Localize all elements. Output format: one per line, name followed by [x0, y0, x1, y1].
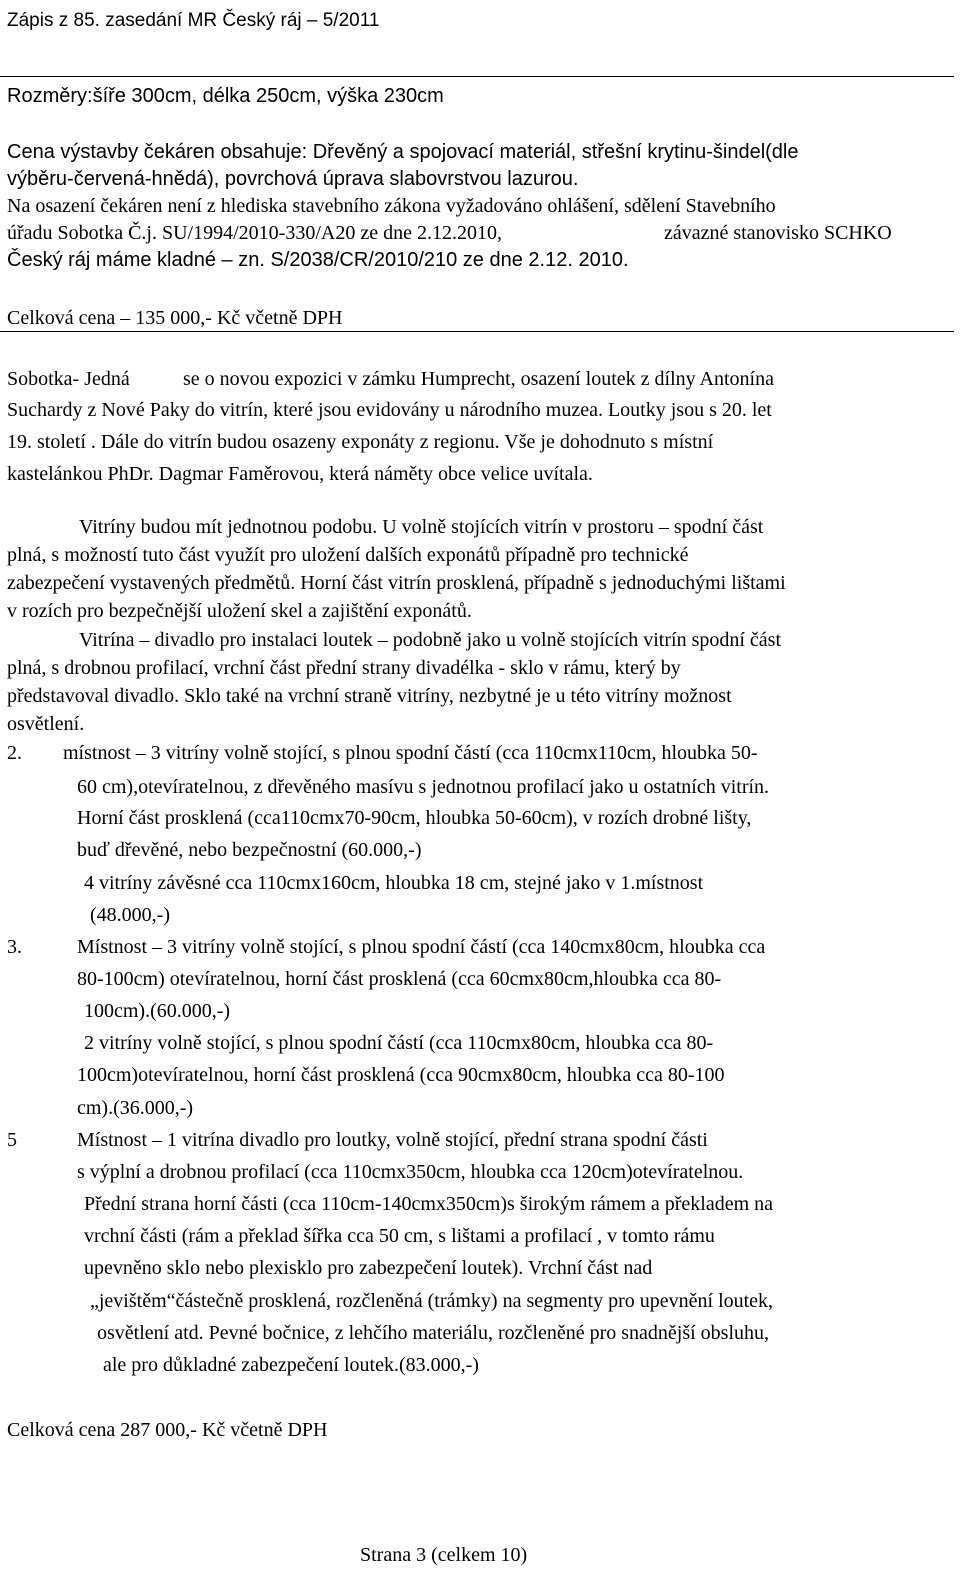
- note-line-1: Na osazení čekáren není z hlediska stavebního zákona vyžadováno ohlášení, sdělení Stavebního: [7, 195, 776, 217]
- section1-total: Celková cena – 135 000,- Kč včetně DPH: [7, 307, 343, 329]
- section2-total: Celková cena 287 000,- Kč včetně DPH: [7, 1419, 328, 1441]
- item-5-number: 5: [7, 1129, 17, 1151]
- cost-line-2: výběru-červená-hnědá), povrchová úprava slabovrstvou lazurou.: [7, 168, 579, 190]
- section-rule: [0, 331, 954, 332]
- item-2-line-1: místnost – 3 vitríny volně stojící, s plnou spodní částí (cca 110cmx110cm, hloubka 50-: [63, 742, 758, 764]
- note-line-3: Český ráj máme kladné – zn. S/2038/CR/2010/210 ze dne 2.12. 2010.: [7, 249, 629, 271]
- item-3-line-6: cm).(36.000,-): [77, 1097, 194, 1119]
- item-5-line-4: vrchní části (rám a překlad šířka cca 50 cm, s lištami a profilací , v tomto rámu: [84, 1225, 715, 1247]
- header-rule: [0, 76, 954, 77]
- page-number: Strana 3 (celkem 10): [360, 1544, 528, 1566]
- p3-line-1: Vitrína – divadlo pro instalaci loutek – podobně jako u volně stojících vitrín spodní část: [79, 629, 782, 651]
- item-5-line-7: osvětlení atd. Pevné bočnice, z lehčího materiálu, rozčleněné pro snadnější obsluhu,: [97, 1322, 770, 1344]
- p1-line-3: 19. století . Dále do vitrín budou osazeny exponáty z regionu. Vše je dohodnuto s místní: [7, 431, 714, 453]
- dimensions-line: Rozměry:šíře 300cm, délka 250cm, výška 230cm: [7, 85, 444, 107]
- p2-line-1: Vitríny budou mít jednotnou podobu. U volně stojících vitrín v prostoru – spodní část: [79, 516, 764, 538]
- item-5-line-2: s výplní a drobnou profilací (cca 110cmx350cm, hloubka cca 120cm)otevíratelnou.: [77, 1161, 744, 1183]
- page-header-title: Zápis z 85. zasedání MR Český ráj – 5/2011: [7, 10, 380, 31]
- p1-line-1b: se o novou expozici v zámku Humprecht, osazení loutek z dílny Antonína: [183, 368, 774, 390]
- item-3-line-4: 2 vitríny volně stojící, s plnou spodní částí (cca 110cmx80cm, hloubka cca 80-: [84, 1032, 714, 1054]
- item-2-line-6: (48.000,-): [90, 904, 170, 926]
- item-5-line-6: „jevištěm“částečně prosklená, rozčleněná (trámky) na segmenty pro upevnění loutek,: [90, 1290, 774, 1312]
- item-3-number: 3.: [7, 936, 22, 958]
- p1-line-4: kastelánkou PhDr. Dagmar Faměrovou, která náměty obce velice uvítala.: [7, 463, 593, 485]
- item-5-line-1: Místnost – 1 vitrína divadlo pro loutky, volně stojící, přední strana spodní části: [77, 1129, 708, 1151]
- item-3-line-5: 100cm)otevíratelnou, horní část prosklená (cca 90cmx80cm, hloubka cca 80-100: [77, 1064, 725, 1086]
- p2-line-4: v rozích pro bezpečnější uložení skel a zajištění exponátů.: [7, 600, 472, 622]
- p3-line-2: plná, s drobnou profilací, vrchní část přední strany divadélka - sklo v rámu, který by: [7, 657, 681, 679]
- p3-line-3: představoval divadlo. Sklo také na vrchní straně vitríny, nezbytné je u této vitríny možnost: [7, 685, 732, 707]
- item-2-line-4: buď dřevěné, nebo bezpečnostní (60.000,-): [77, 839, 422, 861]
- item-2-line-5: 4 vitríny závěsné cca 110cmx160cm, hloubka 18 cm, stejné jako v 1.místnost: [84, 872, 704, 894]
- item-3-line-3: 100cm).(60.000,-): [84, 1000, 231, 1022]
- item-5-line-3: Přední strana horní části (cca 110cm-140cmx350cm)s širokým rámem a překladem na: [84, 1193, 774, 1215]
- item-3-line-2: 80-100cm) otevíratelnou, horní část prosklená (cca 60cmx80cm,hloubka cca 80-: [77, 968, 722, 990]
- item-2-line-3: Horní část prosklená (cca110cmx70-90cm, hloubka 50-60cm), v rozích drobné lišty,: [77, 807, 752, 829]
- p1-line-1a: Sobotka- Jedná: [7, 368, 130, 390]
- p1-line-2: Suchardy z Nové Paky do vitrín, které jsou evidovány u národního muzea. Loutky jsou s 20. let: [7, 399, 772, 421]
- item-2-number: 2.: [7, 742, 22, 764]
- item-5-line-8: ale pro důkladné zabezpečení loutek.(83.000,-): [103, 1354, 479, 1376]
- item-5-line-5: upevněno sklo nebo plexisklo pro zabezpečení loutek). Vrchní část nad: [84, 1257, 653, 1279]
- p2-line-3: zabezpečení vystavených předmětů. Horní část vitrín prosklená, případně s jednoduchými lištami: [7, 572, 786, 594]
- p3-line-4: osvětlení.: [7, 713, 85, 735]
- item-3-line-1: Místnost – 3 vitríny volně stojící, s plnou spodní částí (cca 140cmx80cm, hloubka cca: [77, 936, 766, 958]
- cost-line-1: Cena výstavby čekáren obsahuje: Dřevěný a spojovací materiál, střešní krytinu-šindel(dle: [7, 141, 799, 163]
- item-2-line-2: 60 cm),otevíratelnou, z dřevěného masívu s jednotnou profilací jako u ostatních vitrín.: [77, 776, 770, 798]
- note-line-2b: závazné stanovisko SCHKO: [664, 222, 892, 244]
- p2-line-2: plná, s možností tuto část využít pro uložení dalších exponátů případně pro technické: [7, 544, 689, 566]
- note-line-2a: úřadu Sobotka Č.j. SU/1994/2010-330/A20 ze dne 2.12.2010,: [7, 222, 502, 244]
